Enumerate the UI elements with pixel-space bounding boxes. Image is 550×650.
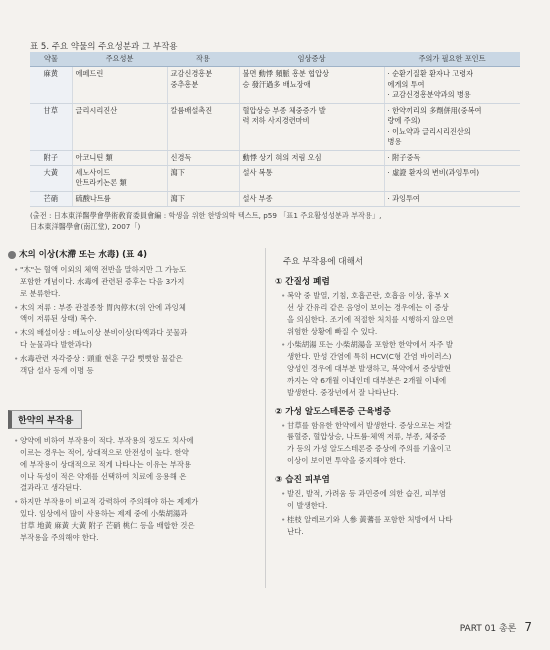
cell-line: 麻黄 xyxy=(43,69,58,79)
table-cell-action xyxy=(167,150,239,165)
table-row xyxy=(30,67,520,103)
cell-line: 芒硝 xyxy=(43,193,58,203)
bullet-item xyxy=(275,514,525,538)
table-cell-points xyxy=(384,103,520,150)
table-cell-drug xyxy=(30,67,72,103)
bullet-line: 륨혈증, 혈압상승, 나트륨·체액 저류, 부종, 체중증 xyxy=(287,432,447,442)
cell-line: 세노사이드 xyxy=(75,167,111,177)
bullet-line: 가 등의 가성 알도스테론증 증상에 주의를 기울이고 xyxy=(287,444,452,454)
table-cell-symptoms xyxy=(239,150,384,165)
bullet-line: 다 눈물과다 발한과다) xyxy=(20,340,92,350)
bullet-item xyxy=(8,353,260,377)
bullet-line: 을 의심한다. 조기에 적절한 처치를 시행하지 않으면 xyxy=(287,314,454,324)
bullet-line: "木"는 혈액 이외의 체액 전반을 말하지만 그 가능도 xyxy=(20,265,187,274)
cell-line: 에게의 투여 xyxy=(387,79,425,89)
cell-line: 附子 xyxy=(43,152,58,162)
bullet-icon: • xyxy=(281,420,286,430)
left-column xyxy=(8,248,260,542)
table-row xyxy=(30,150,520,165)
table-cell-symptoms xyxy=(239,67,384,103)
table-cell-symptoms xyxy=(239,165,384,191)
cell-line: 아코니틴 類 xyxy=(75,152,113,162)
cell-line: · 교감신경흥분약과의 병용 xyxy=(387,90,471,100)
cell-line: 설사 부종 xyxy=(242,193,273,203)
table-header-row xyxy=(30,52,520,67)
bullet-line: 하지만 부작용이 비교적 강력하여 주의해야 하는 제제가 xyxy=(20,497,199,507)
table-caption: 표 5. 주요 약물의 주요성분과 그 부작용 xyxy=(30,42,178,52)
cell-line: 글리시리진산 xyxy=(75,105,118,115)
table-cell-action xyxy=(167,191,239,206)
bullet-line: 이나 독성이 적은 약재를 선택하여 치료에 응용해 온 xyxy=(20,471,187,481)
cell-line: 승 發汗過多 배뇨장애 xyxy=(242,79,311,89)
bullet-item xyxy=(275,488,525,512)
bullet-line: 위험한 상황에 빠질 수 있다. xyxy=(287,326,378,336)
bullet-line: 小柴胡湯 또는 小柴胡湯을 포함한 한약에서 자주 발 xyxy=(287,340,454,350)
table-cell-component xyxy=(72,191,167,206)
bullet-line: 복약 중 발열, 기침, 호흡곤란, 호흡음 이상, 흉부 X xyxy=(287,291,449,300)
cell-line: 력 저하 사지경련마비 xyxy=(242,116,310,126)
cell-line: 動悸 상기 혀의 저림 오심 xyxy=(242,152,322,162)
cell-line: 량에 주의) xyxy=(387,116,421,126)
cell-line: · 순환기질환 환자나 고령자 xyxy=(387,69,474,79)
bullet-line: 결과라고 생각된다. xyxy=(20,483,82,493)
bullet-line: 난다. xyxy=(287,526,304,536)
bullet-line: 부작용을 주의해야 한다. xyxy=(20,532,99,542)
bullet-line: 포함한 개념이다. 水毒에 관련된 증후는 다음 3가지 xyxy=(20,276,185,286)
bullet-line: 까지는 약 6개월 이내인데 대부분은 2개월 이내에 xyxy=(287,375,447,385)
bullet-icon: • xyxy=(14,497,19,507)
bullet-icon: • xyxy=(281,340,286,350)
drug-side-effect-table xyxy=(30,52,520,207)
cell-line: 중추흥분 xyxy=(170,79,199,89)
bullet-line: 木의 배설이상 : 배뇨이상 분비이상(타액과다 콧물과 xyxy=(20,328,188,338)
column-divider xyxy=(265,248,266,588)
bullet-icon: • xyxy=(14,328,19,338)
table-cell-drug xyxy=(30,191,72,206)
table-cell-component xyxy=(72,103,167,150)
table-cell-action xyxy=(167,165,239,191)
header-component: 주요성분 xyxy=(72,52,167,67)
side-effect-section xyxy=(8,408,263,546)
table-cell-drug xyxy=(30,103,72,150)
table-source xyxy=(30,210,520,232)
bullet-line: 甘草 地黃 麻黃 大黃 附子 芒硝 桃仁 등을 배합한 것은 xyxy=(20,520,195,530)
bullet-icon: • xyxy=(281,291,286,300)
bullet-line: 이상이 보이면 투약을 중지해야 한다. xyxy=(287,456,406,466)
right-sections xyxy=(275,275,525,537)
table-cell-points xyxy=(384,67,520,103)
cell-line: 大黃 xyxy=(43,167,58,177)
table-cell-points xyxy=(384,165,520,191)
right-section-list xyxy=(275,488,525,537)
cell-line: 설사 복통 xyxy=(242,167,273,177)
water-section-title: 木의 이상(木滯 또는 水毒) (표 4) xyxy=(19,250,148,260)
table-cell-symptoms xyxy=(239,191,384,206)
cell-line: · 한약끼리의 多劑併用(중복여 xyxy=(387,105,482,115)
bullet-line: 액이 저류된 상태) 복수. xyxy=(20,314,97,324)
right-column-title: 주요 부작용에 대해서 xyxy=(283,257,364,267)
table-row xyxy=(30,103,520,150)
table-row xyxy=(30,165,520,191)
cell-line: 신경독 xyxy=(170,152,192,162)
bullet-item xyxy=(275,339,525,398)
bullet-line: 이 발생한다. xyxy=(287,500,328,510)
right-section-heading: ③ 습진 피부염 xyxy=(275,474,330,485)
table-cell-action xyxy=(167,103,239,150)
cell-line: · 이뇨약과 글리시리진산의 xyxy=(387,126,471,136)
cell-line: 瀉下 xyxy=(170,193,185,203)
table-cell-points xyxy=(384,150,520,165)
bullet-line: 水毒관련 자각증상 : 頭重 현훈 구갈 뻣뻣함 물같은 xyxy=(20,353,183,363)
source-line: (출전 : 日本東洋醫學會學術敎育委員會編 : 학생을 위한 한방의학 텍스트, p59 「표1 주요활성성분과 부작용」, xyxy=(30,211,382,220)
bullet-item xyxy=(8,302,260,326)
bullet-item xyxy=(8,327,260,351)
bullet-line: 생한다. 만성 간염에 특히 HCV(C형 간염 바이러스) xyxy=(287,352,452,362)
table-row xyxy=(30,191,520,206)
cell-line: 불면 動悸 頻脈 흥분 협압상 xyxy=(242,69,329,79)
cell-line: 병용 xyxy=(387,137,402,147)
bullet-line: 양약에 비하여 부작용이 적다. 부작용의 정도도 치사에 xyxy=(20,436,194,445)
page-number: 7 xyxy=(524,620,532,634)
cell-line: · 虛證 환자의 변비(과잉투여) xyxy=(387,167,480,177)
cell-line: 안트라키논론 類 xyxy=(75,178,127,188)
cell-line: 瀉下 xyxy=(170,167,185,177)
bullet-line: 에 부작용이 상대적으로 적게 나타나는 이유는 부작용 xyxy=(20,459,192,469)
table-cell-action xyxy=(167,67,239,103)
bullet-icon: • xyxy=(14,265,19,274)
bullet-line: 양성인 경우에 대부분 발생하고, 복약에서 증상발현 xyxy=(287,364,452,374)
side-effect-list xyxy=(8,435,263,544)
table-cell-component xyxy=(72,67,167,103)
cell-line: 교감신경흥분 xyxy=(170,69,213,79)
table-cell-symptoms xyxy=(239,103,384,150)
table-cell-component xyxy=(72,150,167,165)
cell-line: 에페드린 xyxy=(75,69,104,79)
table-cell-drug xyxy=(30,150,72,165)
right-section-list xyxy=(275,420,525,467)
bullet-line: 로 분류한다. xyxy=(20,288,61,298)
side-effect-section-title: 한약의 부작용 xyxy=(8,410,82,429)
bullet-item xyxy=(8,264,260,300)
source-line: 日本東洋醫學會(南江堂), 2007「) xyxy=(30,222,141,232)
table-cell-points xyxy=(384,191,520,206)
bullet-icon: • xyxy=(14,436,19,445)
right-section-heading: ① 간질성 폐렴 xyxy=(275,277,330,287)
page-footer xyxy=(460,620,532,634)
bullet-icon: • xyxy=(281,514,286,524)
water-section-list xyxy=(8,264,260,377)
header-points: 주의가 필요한 포인트 xyxy=(384,52,520,67)
header-drug: 약물 xyxy=(30,52,72,67)
bullet-line: 선 상 간유리 같은 음영이 보이는 경우에는 이 증상 xyxy=(287,302,449,312)
bullet-line: 이르는 경우는 적어, 상대적으로 안전성이 높다. 한약 xyxy=(20,447,189,457)
bullet-line: 발생한다. 중장년에서 잘 나타난다. xyxy=(287,387,399,397)
bullet-icon: • xyxy=(281,488,286,498)
bullet-line: 발진, 발적, 가려움 등 과민증에 의한 습진, 피부염 xyxy=(287,488,447,498)
bullet-line: 甘草를 함유한 한약에서 발생한다. 증상으로는 저칼 xyxy=(287,420,452,430)
cell-line: · 附子중독 xyxy=(387,152,421,162)
section-marker-icon xyxy=(8,251,16,259)
bullet-line: 객담 설사 등계 이명 등 xyxy=(20,365,94,375)
header-action: 작용 xyxy=(167,52,239,67)
bullet-item xyxy=(8,496,263,543)
footer-part: PART 01 총론 xyxy=(459,624,517,634)
bullet-icon: • xyxy=(14,353,19,363)
cell-line: · 과잉투여 xyxy=(387,193,420,203)
bullet-item xyxy=(275,290,525,337)
cell-line: 硫酸나트륨 xyxy=(75,193,111,203)
right-section-heading: ② 가성 알도스테론증 근육병증 xyxy=(275,406,391,417)
bullet-line: 있다. 임상에서 많이 사용하는 제제 중에 小柴胡湯과 xyxy=(20,509,188,519)
bullet-line: 桂枝 알레르기와 人參 黃蓍를 포함한 처방에서 나타 xyxy=(287,514,453,524)
bullet-item xyxy=(8,435,263,494)
right-column xyxy=(275,255,525,543)
cell-line: 칼륨배설촉진 xyxy=(170,105,213,115)
table-cell-drug xyxy=(30,165,72,191)
cell-line: 甘草 xyxy=(43,105,58,115)
table-cell-component xyxy=(72,165,167,191)
header-symptoms: 임상증상 xyxy=(239,52,384,67)
right-section-list xyxy=(275,290,525,399)
bullet-line: 木의 저류 : 부종 관절종창 胃內停木(위 안에 과잉체 xyxy=(20,302,186,312)
water-section-heading xyxy=(8,248,260,260)
cell-line: 혈압상승 부종 체중증가 발 xyxy=(242,105,326,115)
bullet-item xyxy=(275,420,525,467)
bullet-icon: • xyxy=(14,302,19,312)
